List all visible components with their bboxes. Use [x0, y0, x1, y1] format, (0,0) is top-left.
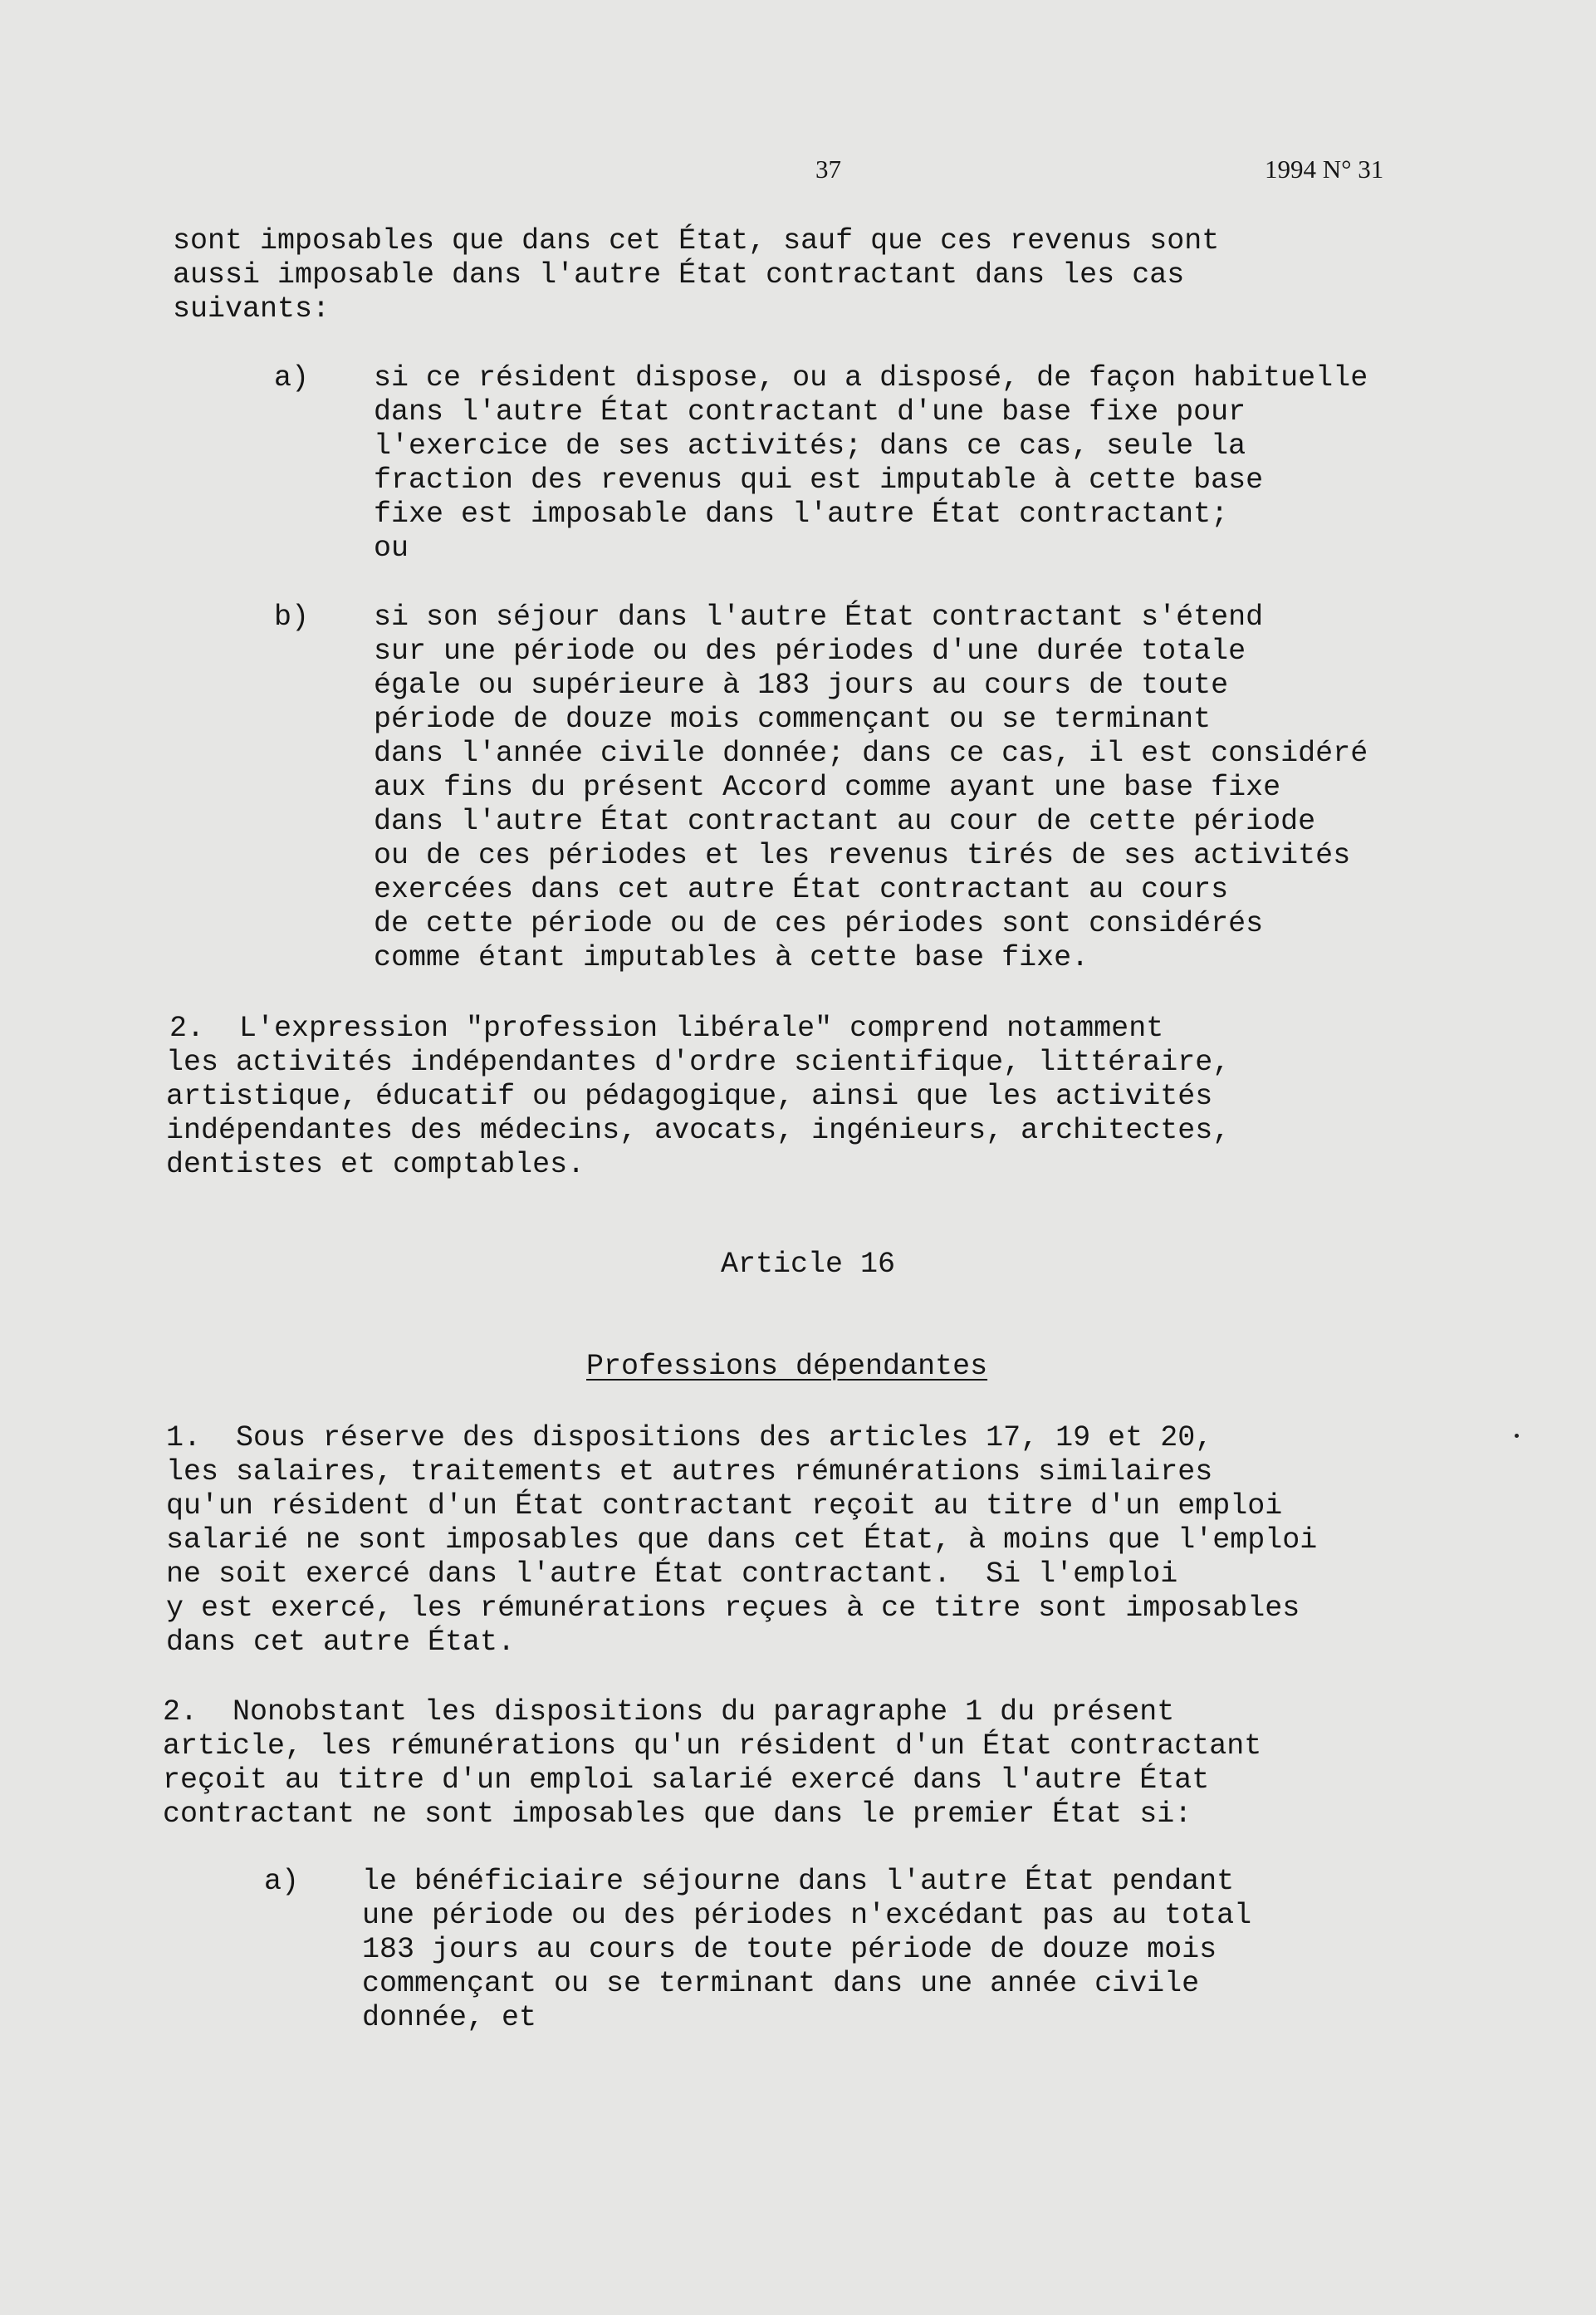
item-line: exercées dans cet autre État contractant au cours	[374, 873, 1229, 906]
item-line: dans l'autre État contractant au cour de cette période	[374, 805, 1316, 838]
page-number: 37	[815, 154, 841, 184]
item-line: si son séjour dans l'autre État contractant s'étend	[374, 601, 1264, 634]
item-line: commençant ou se terminant dans une année civile	[362, 1967, 1200, 2000]
margin-dot	[1515, 1434, 1519, 1438]
paragraph-line: artistique, éducatif ou pédagogique, ainsi que les activités	[166, 1080, 1213, 1113]
item-line: fixe est imposable dans l'autre État contractant;	[374, 498, 1229, 531]
item-line: l'exercice de ses activités; dans ce cas, seule la	[374, 429, 1246, 463]
item-line: aux fins du présent Accord comme ayant une base fixe	[374, 771, 1281, 804]
item-line: égale ou supérieure à 183 jours au cours de toute	[374, 669, 1229, 702]
item-line: fraction des revenus qui est imputable à cette base	[374, 463, 1264, 497]
item-line: comme étant imputables à cette base fixe.	[374, 941, 1089, 974]
paragraph-line: les activités indépendantes d'ordre scientifique, littéraire,	[166, 1046, 1231, 1079]
item-line: de cette période ou de ces périodes sont considérés	[374, 907, 1264, 940]
paragraph-line: 2. L'expression "profession libérale" comprend notamment	[169, 1012, 1164, 1045]
item-line: si ce résident dispose, ou a disposé, de façon habituelle	[374, 361, 1368, 395]
paragraph-line: article, les rémunérations qu'un résident d'un État contractant	[163, 1729, 1262, 1763]
item-line: dans l'année civile donnée; dans ce cas, il est considéré	[374, 737, 1368, 770]
intro-line: suivants:	[173, 292, 330, 326]
item-marker: a)	[264, 1865, 300, 1898]
paragraph-line: y est exercé, les rémunérations reçues à ce titre sont imposables	[166, 1592, 1300, 1625]
paragraph-line: qu'un résident d'un État contractant reçoit au titre d'un emploi	[166, 1489, 1283, 1523]
gazette-reference: 1994 N° 31	[1265, 154, 1384, 184]
article-subtitle: Professions dépendantes	[586, 1350, 988, 1383]
item-line: dans l'autre État contractant d'une base fixe pour	[374, 395, 1246, 429]
item-marker: b)	[274, 601, 310, 634]
item-line: sur une période ou des périodes d'une durée totale	[374, 635, 1246, 668]
item-line: une période ou des périodes n'excédant pas au total	[362, 1899, 1252, 1932]
paragraph-line: dentistes et comptables.	[166, 1148, 585, 1181]
item-line: ou de ces périodes et les revenus tirés de ses activités	[374, 839, 1351, 872]
paragraph-line: 1. Sous réserve des dispositions des articles 17, 19 et 20,	[166, 1421, 1213, 1454]
paragraph-line: indépendantes des médecins, avocats, ingénieurs, architectes,	[166, 1114, 1231, 1147]
item-line: donnée, et	[362, 2001, 537, 2034]
page-header	[0, 154, 1596, 196]
item-line: ou	[374, 532, 409, 565]
item-marker: a)	[274, 361, 310, 395]
paragraph-line: ne soit exercé dans l'autre État contractant. Si l'emploi	[166, 1557, 1178, 1591]
paragraph-line: salarié ne sont imposables que dans cet État, à moins que l'emploi	[166, 1523, 1318, 1557]
paragraph-line: contractant ne sont imposables que dans le premier État si:	[163, 1798, 1192, 1831]
item-line: le bénéficiaire séjourne dans l'autre État pendant	[362, 1865, 1235, 1898]
article-title: Article 16	[721, 1248, 896, 1281]
paragraph-line: reçoit au titre d'un emploi salarié exercé dans l'autre État	[163, 1763, 1210, 1797]
paragraph-line: 2. Nonobstant les dispositions du paragraphe 1 du présent	[163, 1695, 1175, 1729]
intro-line: sont imposables que dans cet État, sauf que ces revenus sont	[173, 224, 1220, 257]
paragraph-line: les salaires, traitements et autres rémunérations similaires	[166, 1455, 1213, 1489]
intro-line: aussi imposable dans l'autre État contractant dans les cas	[173, 258, 1185, 292]
item-line: période de douze mois commençant ou se terminant	[374, 703, 1212, 736]
paragraph-line: dans cet autre État.	[166, 1626, 516, 1659]
item-line: 183 jours au cours de toute période de douze mois	[362, 1933, 1217, 1966]
